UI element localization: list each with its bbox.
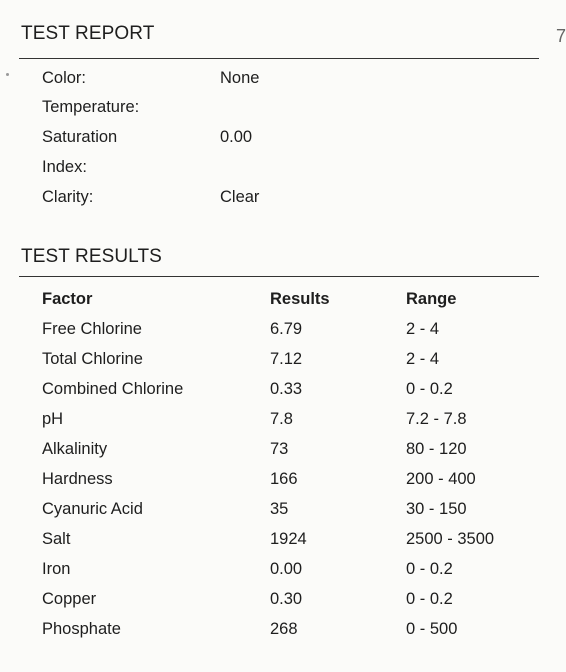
test-results-title: TEST RESULTS	[21, 246, 162, 267]
result-cell: 7.8	[270, 410, 293, 428]
clarity-label: Clarity:	[42, 188, 94, 206]
scan-speck	[6, 73, 9, 76]
range-cell: 2 - 4	[406, 350, 440, 368]
range-cell: 0 - 0.2	[406, 380, 453, 398]
result-cell: 1924	[270, 530, 307, 548]
factor-cell: Iron	[42, 560, 71, 578]
range-cell: 0 - 0.2	[406, 590, 453, 608]
range-cell: 7.2 - 7.8	[406, 410, 467, 428]
clarity-value: Clear	[220, 188, 260, 206]
result-cell: 268	[270, 620, 298, 638]
result-cell: 35	[270, 500, 289, 518]
page-edge-mark: 7	[556, 26, 566, 46]
factor-cell: Phosphate	[42, 620, 121, 638]
range-cell: 80 - 120	[406, 440, 467, 458]
result-cell: 6.79	[270, 320, 303, 338]
factor-cell: Total Chlorine	[42, 350, 143, 368]
factor-cell: Copper	[42, 590, 97, 608]
result-cell: 0.30	[270, 590, 303, 608]
index-label: Index:	[42, 158, 87, 176]
result-cell: 0.33	[270, 380, 303, 398]
range-cell: 0 - 500	[406, 620, 458, 638]
range-cell: 0 - 0.2	[406, 560, 453, 578]
color-value: None	[220, 69, 260, 87]
test-report-rule	[19, 58, 539, 59]
factor-cell: pH	[42, 410, 64, 428]
range-cell: 2500 - 3500	[406, 530, 495, 548]
range-header: Range	[406, 290, 457, 308]
factor-header: Factor	[42, 290, 93, 308]
range-cell: 30 - 150	[406, 500, 467, 518]
color-label: Color:	[42, 69, 87, 87]
result-cell: 166	[270, 470, 298, 488]
saturation-label: Saturation	[42, 128, 118, 146]
factor-cell: Combined Chlorine	[42, 380, 184, 398]
factor-cell: Alkalinity	[42, 440, 108, 458]
temperature-label: Temperature:	[42, 98, 140, 116]
results-header: Results	[270, 290, 330, 308]
factor-cell: Hardness	[42, 470, 113, 488]
factor-cell: Salt	[42, 530, 71, 548]
result-cell: 73	[270, 440, 289, 458]
range-cell: 200 - 400	[406, 470, 476, 488]
test-report-title: TEST REPORT	[21, 23, 155, 44]
result-cell: 7.12	[270, 350, 303, 368]
factor-cell: Free Chlorine	[42, 320, 142, 338]
saturation-value: 0.00	[220, 128, 253, 146]
result-cell: 0.00	[270, 560, 303, 578]
range-cell: 2 - 4	[406, 320, 440, 338]
test-results-rule	[19, 276, 539, 277]
factor-cell: Cyanuric Acid	[42, 500, 143, 518]
